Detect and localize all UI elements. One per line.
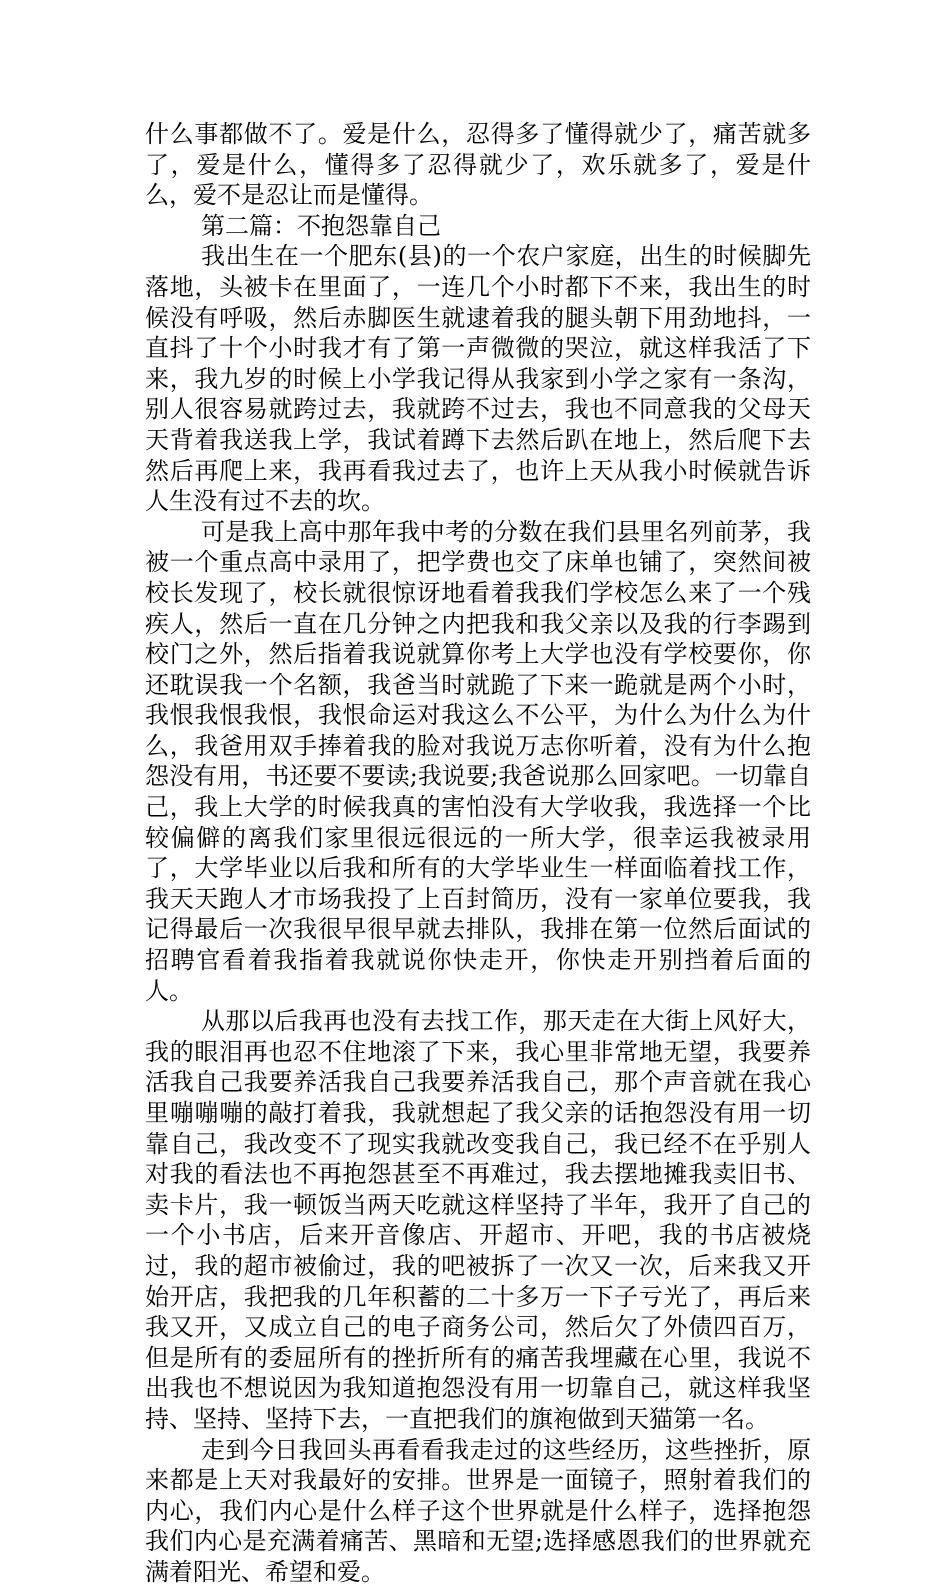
paragraph: 可是我上高中那年我中考的分数在我们县里名列前茅，我被一个重点高中录用了，把学费也交了床单也铺了，突然间被校长发现了，校长就很惊讶地看着我我们学校怎么来了一个残疾人，然后一直在几分钟之内把我和我父亲以及我的行李踢到校门之外，然后指着我说就算你考上大学也没有学校要你，你还耽误我一个名额，我爸当时就跪了下来一跪就是两个小时，我恨我恨我恨，我恨命运对我这么不公平，为什么为什么为什么，我爸用双手捧着我的脸对我说万志你听着，没有为什么抱怨没有用，书还要不要读;我说要;我爸说那么回家吧。一切靠自己，我上大学的时候我真的害怕没有大学收我，我选择一个比较偏僻的离我们家里很远很远的一所大学，很幸运我被录用了，大学毕业以后我和所有的大学毕业生一样面临着找工作，我天天跑人才市场我投了上百封简历，没有一家单位要我，我记得最后一次我很早很早就去排队，我排在第一位然后面试的招聘官看着我指着我就说你快走开，你快走开别挡着后面的人。 (145, 517, 811, 1005)
paragraph: 从那以后我再也没有去找工作，那天走在大街上风好大，我的眼泪再也忍不住地滚了下来，我心里非常地无望，我要养活我自己我要养活我自己我要养活我自己，那个声音就在我心里嘣嘣嘣的敲打着我，我就想起了我父亲的话抱怨没有用一切靠自己，我改变不了现实我就改变我自己，我已经不在乎别人对我的看法也不再抱怨甚至不再难过，我去摆地摊我卖旧书、卖卡片，我一顿饭当两天吃就这样坚持了半年，我开了自己的一个小书店，后来开音像店、开超市、开吧，我的书店被烧过，我的超市被偷过，我的吧被拆了一次又一次，后来我又开始开店，我把我的几年积蓄的二十多万一下子亏光了，再后来我又开，又成立自己的电子商务公司，然后欠了外债四百万，但是所有的委屈所有的挫折所有的痛苦我埋藏在心里，我说不出我也不想说因为我知道抱怨没有用一切靠自己，就这样我坚持、坚持、坚持下去，一直把我们的旗袍做到天猫第一名。 (145, 1007, 811, 1433)
paragraph: 我出生在一个肥东(县)的一个农户家庭，出生的时候脚先落地，头被卡在里面了，一连几个小时都下不来，我出生的时候没有呼吸，然后赤脚医生就逮着我的腿头朝下用劲地抖，一直抖了十个小时我才有了第一声微微的哭泣，就这样我活了下来，我九岁的时候上小学我记得从我家到小学之家有一条沟，别人很容易就跨过去，我就跨不过去，我也不同意我的父母天天背着我送我上学，我试着蹲下去然后趴在地上，然后爬下去然后再爬上来，我再看我过去了，也许上天从我小时候就告诉人生没有过不去的坎。 (145, 242, 811, 516)
section-heading: 第二篇：不抱怨靠自己 (201, 211, 441, 240)
paragraph: 走到今日我回头再看看我走过的这些经历，这些挫折，原来都是上天对我最好的安排。世界是一面镜子，照射着我们的内心，我们内心是什么样子这个世界就是什么样子，选择抱怨我们内心是充满着痛苦、黑暗和无望;选择感恩我们的世界就充满着阳光、希望和爱。 (145, 1435, 811, 1586)
paragraph-continuation: 什么事都做不了。爱是什么，忍得多了懂得就少了，痛苦就多了，爱是什么，懂得多了忍得就少了，欢乐就多了，爱是什么，爱不是忍让而是懂得。 (145, 120, 811, 210)
document-page (145, 119, 811, 1588)
